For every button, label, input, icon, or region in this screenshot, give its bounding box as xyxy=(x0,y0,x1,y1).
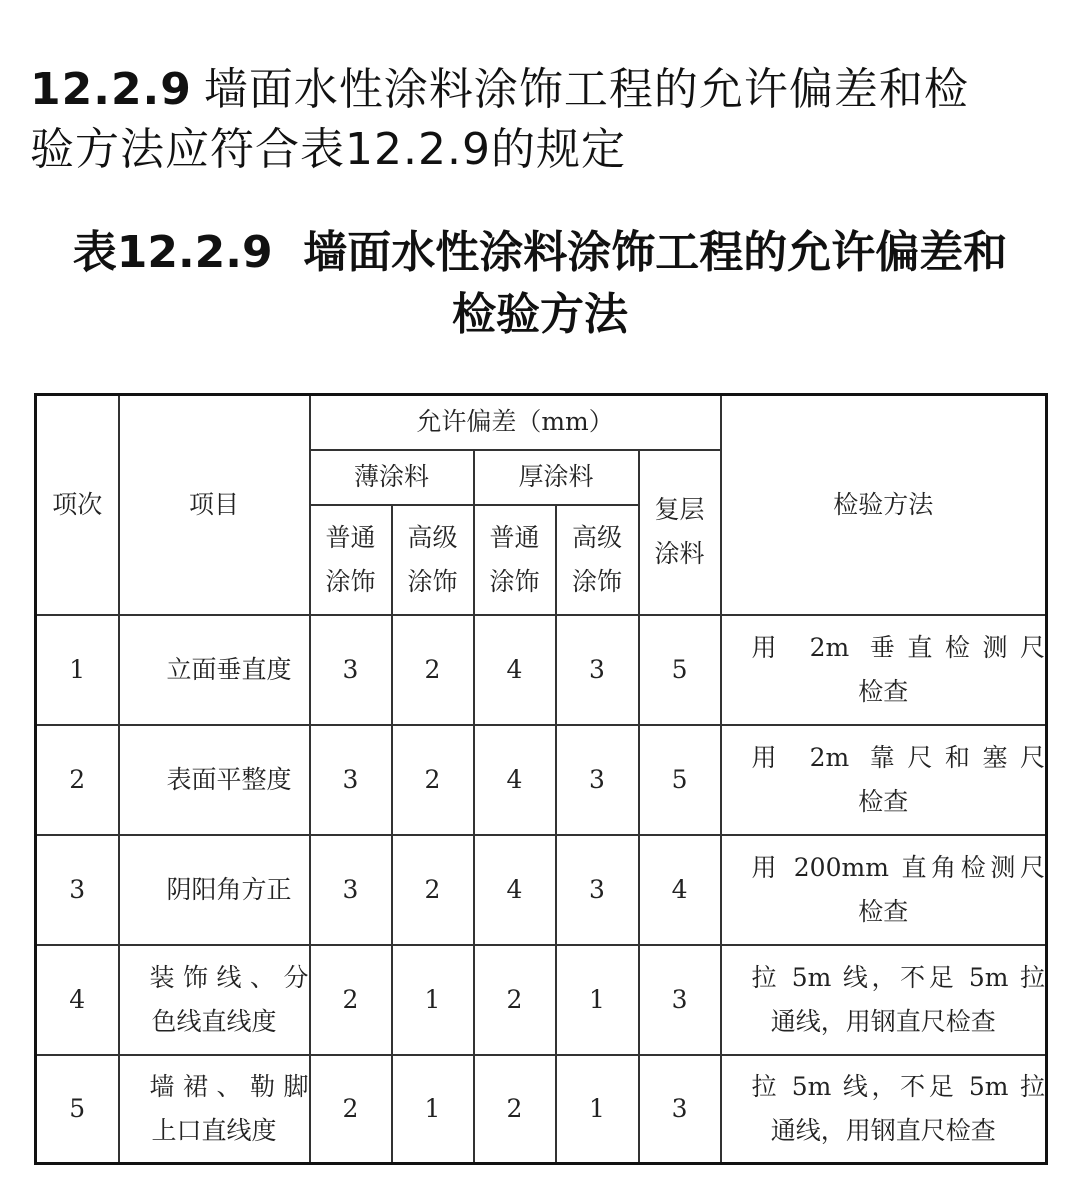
cell-thin-advanced: 2 xyxy=(392,835,474,945)
cell-thick-ordinary: 4 xyxy=(474,615,556,725)
header-thick-advanced-line2: 涂饰 xyxy=(571,566,622,596)
row-item xyxy=(119,835,310,945)
heading-line-1 xyxy=(30,60,1060,120)
cell-multi: 5 xyxy=(639,725,721,835)
table-row xyxy=(36,1055,1047,1164)
row-item xyxy=(119,945,310,1055)
cell-thin-advanced: 1 xyxy=(392,1055,474,1164)
row-index: 4 xyxy=(36,945,119,1055)
header-thick-ordinary-line2: 涂饰 xyxy=(489,566,540,596)
cell-thin-ordinary: 2 xyxy=(310,945,392,1055)
row-method-line1: 用 2m 靠尺和塞尺 xyxy=(751,742,1046,772)
header-thin-advanced-line1: 高级 xyxy=(407,522,458,552)
row-item xyxy=(119,1055,310,1164)
cell-thick-advanced: 1 xyxy=(556,1055,639,1164)
row-method-line2: 检查 xyxy=(858,676,909,706)
row-method xyxy=(721,1055,1047,1164)
header-row-1 xyxy=(36,395,1047,450)
row-item-line2: 色线直线度 xyxy=(151,1006,277,1036)
row-item-line1: 墙裙、勒脚 xyxy=(149,1071,309,1101)
table-row xyxy=(36,945,1047,1055)
cell-thin-ordinary: 3 xyxy=(310,615,392,725)
row-method-line2: 检查 xyxy=(858,896,909,926)
row-item-line1: 立面垂直度 xyxy=(166,654,292,684)
row-method xyxy=(721,615,1047,725)
row-item-line2: 上口直线度 xyxy=(151,1115,277,1145)
cell-thick-ordinary: 2 xyxy=(474,945,556,1055)
cell-thick-advanced: 1 xyxy=(556,945,639,1055)
table-row xyxy=(36,835,1047,945)
header-multi xyxy=(639,450,721,615)
cell-multi: 4 xyxy=(639,835,721,945)
header-thick-advanced-line1: 高级 xyxy=(571,522,622,552)
section-text-line1: 墙面水性涂料涂饰工程的允许偏差和检 xyxy=(203,64,969,115)
header-multi-line1: 复层 xyxy=(654,495,705,524)
header-method: 检验方法 xyxy=(721,395,1047,615)
row-method-line2: 检查 xyxy=(858,786,909,816)
cell-thick-advanced: 3 xyxy=(556,615,639,725)
header-multi-line2: 涂料 xyxy=(654,539,705,568)
header-thin-ordinary xyxy=(310,505,392,615)
table-caption-line1: 表12.2.9 墙面水性涂料涂饰工程的允许偏差和 xyxy=(72,227,1008,278)
cell-multi: 3 xyxy=(639,1055,721,1164)
header-thick-ordinary xyxy=(474,505,556,615)
header-thin-advanced-line2: 涂饰 xyxy=(407,566,458,596)
header-thick-advanced xyxy=(556,505,639,615)
header-index: 项次 xyxy=(36,395,119,615)
cell-thin-advanced: 1 xyxy=(392,945,474,1055)
row-method-line1: 用 200mm 直角检测尺 xyxy=(751,852,1046,882)
cell-thick-ordinary: 4 xyxy=(474,725,556,835)
header-tolerance: 允许偏差（mm） xyxy=(310,395,721,450)
row-item-line1: 阴阳角方正 xyxy=(166,874,292,904)
row-method-line2: 通线，用钢直尺检查 xyxy=(770,1006,996,1036)
row-item xyxy=(119,725,310,835)
table-caption xyxy=(40,222,1040,346)
row-method-line1: 拉 5m 线，不足 5m 拉 xyxy=(751,1071,1046,1101)
row-item xyxy=(119,615,310,725)
row-index: 2 xyxy=(36,725,119,835)
header-thick: 厚涂料 xyxy=(474,450,639,505)
cell-thin-ordinary: 3 xyxy=(310,835,392,945)
header-item: 项目 xyxy=(119,395,310,615)
row-item-line1: 装饰线、分 xyxy=(149,962,309,992)
header-thin-advanced xyxy=(392,505,474,615)
row-method xyxy=(721,725,1047,835)
row-index: 1 xyxy=(36,615,119,725)
row-method-line1: 用 2m 垂直检测尺 xyxy=(751,632,1046,662)
row-item-line1: 表面平整度 xyxy=(166,764,292,794)
header-thick-ordinary-line1: 普通 xyxy=(489,522,540,552)
cell-thin-ordinary: 3 xyxy=(310,725,392,835)
table-caption-line2: 检验方法 xyxy=(452,289,628,340)
row-method-line2: 通线，用钢直尺检查 xyxy=(770,1115,996,1145)
row-method-line1: 拉 5m 线，不足 5m 拉 xyxy=(751,962,1046,992)
cell-thick-advanced: 3 xyxy=(556,725,639,835)
header-thin-ordinary-line2: 涂饰 xyxy=(325,566,376,596)
cell-thin-advanced: 2 xyxy=(392,615,474,725)
header-thin-ordinary-line1: 普通 xyxy=(325,522,376,552)
section-text-line2: 验方法应符合表12.2.9的规定 xyxy=(30,124,626,175)
cell-thick-advanced: 3 xyxy=(556,835,639,945)
row-index: 3 xyxy=(36,835,119,945)
tolerance-table xyxy=(34,393,1048,1165)
cell-thin-advanced: 2 xyxy=(392,725,474,835)
row-method xyxy=(721,835,1047,945)
row-method xyxy=(721,945,1047,1055)
row-index: 5 xyxy=(36,1055,119,1164)
cell-multi: 5 xyxy=(639,615,721,725)
table-row xyxy=(36,615,1047,725)
cell-thick-ordinary: 2 xyxy=(474,1055,556,1164)
cell-multi: 3 xyxy=(639,945,721,1055)
cell-thin-ordinary: 2 xyxy=(310,1055,392,1164)
header-thin: 薄涂料 xyxy=(310,450,474,505)
section-number: 12.2.9 xyxy=(30,64,192,115)
cell-thick-ordinary: 4 xyxy=(474,835,556,945)
table-row xyxy=(36,725,1047,835)
section-heading xyxy=(30,60,1060,180)
